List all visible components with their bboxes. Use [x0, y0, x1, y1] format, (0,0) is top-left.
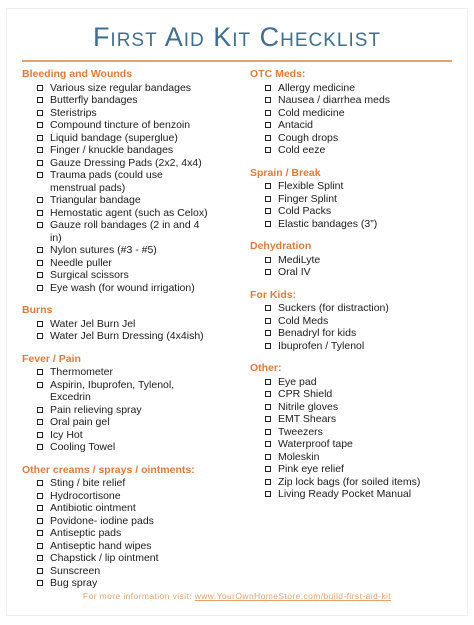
- checkbox-icon[interactable]: [265, 429, 271, 435]
- checklist-item-label: Nausea / diarrhea meds: [278, 94, 391, 106]
- checklist-item-label: Hydrocortisone: [50, 489, 121, 502]
- checkbox-icon[interactable]: [265, 85, 271, 91]
- checkbox-icon[interactable]: [37, 160, 43, 166]
- checkbox-icon[interactable]: [265, 269, 271, 275]
- checklist-item: [22, 257, 252, 270]
- checklist-item-label: Various size regular bandages: [50, 81, 192, 94]
- checkbox-icon[interactable]: [37, 135, 43, 141]
- checklist-item: [22, 379, 252, 392]
- checkbox-icon[interactable]: [37, 272, 43, 278]
- checklist-item-label: Water Jel Burn Jel: [50, 317, 136, 330]
- checklist-item: [250, 340, 465, 353]
- checkbox-icon[interactable]: [265, 257, 271, 263]
- checklist-item-label: Antibiotic ointment: [50, 502, 136, 514]
- checklist-item-label: Benadryl for kids: [278, 327, 357, 339]
- page-title: First Aid Kit Checklist: [92, 22, 382, 52]
- checklist-item-label: Water Jel Burn Dressing (4x4ish): [50, 330, 204, 342]
- section-other: [250, 362, 465, 501]
- checklist-item-label: Allergy medicine: [278, 81, 356, 94]
- checklist-item: [22, 107, 252, 120]
- section-title: Burns: [22, 304, 53, 316]
- left-column: [22, 68, 252, 600]
- section-dehydration: [250, 240, 465, 279]
- checkbox-icon[interactable]: [265, 330, 271, 336]
- section-title: Dehydration: [250, 240, 312, 252]
- checklist-item: [250, 94, 465, 107]
- checklist-item-label: Tweezers: [278, 425, 323, 438]
- checklist-item: [250, 205, 465, 218]
- checklist-item-label: Hemostatic agent (such as Celox): [50, 206, 208, 219]
- checklist-item-label: menstrual pads): [50, 181, 126, 194]
- checklist-item: [250, 218, 465, 231]
- checkbox-icon[interactable]: [37, 407, 43, 413]
- checklist-item: [22, 391, 252, 404]
- checkbox-icon[interactable]: [37, 543, 43, 549]
- checklist-item: [22, 330, 252, 343]
- section-bleeding-and-wounds: [22, 68, 252, 294]
- checklist-item-label: Elastic bandages (3”): [278, 217, 378, 230]
- checkbox-icon[interactable]: [37, 505, 43, 511]
- checklist-item: [22, 527, 252, 540]
- section-burns: [22, 304, 252, 343]
- checkbox-icon[interactable]: [37, 518, 43, 524]
- checklist-item: [22, 552, 252, 565]
- footer: [0, 591, 474, 601]
- checklist-item: [250, 144, 465, 157]
- checklist-item: [22, 194, 252, 207]
- checklist-item: [22, 157, 252, 170]
- checkbox-icon[interactable]: [37, 444, 43, 450]
- checkbox-icon[interactable]: [265, 196, 271, 202]
- checklist-item: [22, 132, 252, 145]
- checklist-item: [250, 119, 465, 132]
- section-title: Bleeding and Wounds: [22, 68, 133, 80]
- checklist-item: [22, 490, 252, 503]
- checklist-item: [22, 182, 252, 195]
- checklist-item: [22, 119, 252, 132]
- checklist-item-label: Nitrile gloves: [278, 400, 339, 413]
- checklist-item-label: Oral IV: [278, 266, 311, 278]
- checkbox-icon[interactable]: [265, 343, 271, 349]
- checklist-item: [250, 132, 465, 145]
- checkbox-icon[interactable]: [265, 404, 271, 410]
- footer-prefix: For more information visit:: [82, 591, 195, 601]
- section-for-kids: [250, 289, 465, 353]
- checklist-item: [22, 502, 252, 515]
- checkbox-icon[interactable]: [37, 110, 43, 116]
- checklist-item-label: Surgical scissors: [50, 269, 129, 281]
- checkbox-icon[interactable]: [37, 197, 43, 203]
- checklist-item: [250, 401, 465, 414]
- checklist-item: [250, 180, 465, 193]
- checklist-item-label: Compound tincture of benzoin: [50, 119, 191, 131]
- checklist-item-label: Antiseptic hand wipes: [50, 539, 152, 552]
- checkbox-icon[interactable]: [37, 210, 43, 216]
- checkbox-icon[interactable]: [265, 466, 271, 472]
- checkbox-icon[interactable]: [265, 441, 271, 447]
- checklist-item: [22, 269, 252, 282]
- checklist-item-label: Eye pad: [278, 375, 317, 388]
- checklist-item-label: Cough drops: [278, 131, 339, 144]
- checklist-item: [22, 318, 252, 331]
- checkbox-icon[interactable]: [37, 480, 43, 486]
- checklist-item-label: Nylon sutures (#3 - #5): [50, 244, 157, 256]
- checklist-item: [250, 315, 465, 328]
- checklist-item-label: Oral pain gel: [50, 416, 110, 428]
- checklist-item: [250, 438, 465, 451]
- checklist-item-label: Needle puller: [50, 256, 112, 269]
- checklist-item-label: Ibuprofen / Tylenol: [278, 339, 365, 352]
- checklist-item: [22, 169, 252, 182]
- checklist-item: [22, 577, 252, 590]
- checklist-item-label: Eye wash (for wound irrigation): [50, 281, 195, 294]
- checklist-item: [22, 404, 252, 417]
- checkbox-icon[interactable]: [37, 285, 43, 291]
- checklist-item-label: Trauma pads (could use: [50, 169, 163, 181]
- checkbox-icon[interactable]: [265, 208, 271, 214]
- checkbox-icon[interactable]: [37, 97, 43, 103]
- checklist-item-label: Sunscreen: [50, 564, 101, 577]
- checklist-item: [250, 254, 465, 267]
- checkbox-icon[interactable]: [265, 183, 271, 189]
- title-underline: [22, 60, 452, 62]
- section-title: For Kids:: [250, 288, 297, 301]
- checklist-item-label: Butterfly bandages: [50, 94, 138, 106]
- checklist-item-label: Thermometer: [50, 366, 114, 378]
- checklist-item-label: Sting / bite relief: [50, 477, 126, 489]
- checkbox-icon[interactable]: [265, 110, 271, 116]
- checklist-item: [22, 515, 252, 528]
- checklist-item: [22, 477, 252, 490]
- checkbox-icon[interactable]: [37, 369, 43, 375]
- checklist-item: [22, 232, 252, 245]
- checklist-item-label: in): [50, 231, 62, 244]
- checklist-item-label: EMT Shears: [278, 413, 337, 425]
- checkbox-icon[interactable]: [265, 491, 271, 497]
- checklist-item: [22, 219, 252, 232]
- checkbox-icon[interactable]: [265, 379, 271, 385]
- section-title: Fever / Pain: [22, 352, 81, 365]
- checklist-item: [22, 540, 252, 553]
- checklist-item: [22, 282, 252, 295]
- checkbox-icon[interactable]: [37, 555, 43, 561]
- checklist-item: [22, 82, 252, 95]
- checkbox-icon[interactable]: [37, 530, 43, 536]
- checkbox-icon[interactable]: [37, 568, 43, 574]
- checkbox-icon[interactable]: [37, 247, 43, 253]
- checkbox-icon[interactable]: [37, 580, 43, 586]
- checkbox-icon[interactable]: [37, 172, 43, 178]
- checklist-item-label: Icy Hot: [50, 428, 83, 441]
- checkbox-icon[interactable]: [37, 382, 43, 388]
- checklist-item-label: Cold medicine: [278, 106, 345, 119]
- checklist-item: [250, 476, 465, 489]
- section-title: Other:: [250, 362, 282, 374]
- checklist-item: [22, 144, 252, 157]
- section-fever-pain: [22, 353, 252, 454]
- checklist-item-label: Antiseptic pads: [50, 527, 122, 539]
- checklist-item-label: Waterproof tape: [278, 438, 353, 450]
- checklist-item-label: Excedrin: [50, 391, 91, 403]
- checklist-item-label: Antacid: [278, 119, 314, 131]
- section-sprain-break: [250, 167, 465, 231]
- checklist-item-label: Cooling Towel: [50, 441, 116, 453]
- checklist-item-label: CPR Shield: [278, 388, 333, 400]
- checklist-item-label: Bug spray: [50, 577, 98, 589]
- checklist-item: [250, 388, 465, 401]
- checklist-item: [22, 416, 252, 429]
- checkbox-icon[interactable]: [37, 493, 43, 499]
- checkbox-icon[interactable]: [265, 97, 271, 103]
- checklist-item-label: Steristrips: [50, 106, 97, 119]
- checkbox-icon[interactable]: [37, 419, 43, 425]
- checklist-item: [250, 463, 465, 476]
- checklist-item-label: Finger Splint: [278, 192, 337, 205]
- checklist-item-label: Gauze roll bandages (2 in and 4: [50, 219, 200, 231]
- checklist-item: [250, 266, 465, 279]
- checkbox-icon[interactable]: [37, 85, 43, 91]
- checkbox-icon[interactable]: [37, 260, 43, 266]
- checklist-item-label: Zip lock bags (for soiled items): [278, 475, 421, 488]
- checklist-item: [250, 488, 465, 501]
- section-otc-meds: [250, 68, 465, 157]
- checkbox-icon[interactable]: [37, 321, 43, 327]
- checklist-item-label: Triangular bandage: [50, 194, 141, 206]
- checkbox-icon[interactable]: [265, 135, 271, 141]
- section-title: Other creams / sprays / ointments:: [22, 463, 195, 476]
- checklist-item: [22, 429, 252, 442]
- checklist-item: [22, 244, 252, 257]
- checklist-item: [22, 207, 252, 220]
- checklist-item: [22, 441, 252, 454]
- section-other-creams-sprays-ointments: [22, 464, 252, 590]
- checklist-item: [250, 413, 465, 426]
- checklist-item-label: Cold Meds: [278, 314, 329, 327]
- checklist-item-label: Liquid bandage (superglue): [50, 131, 178, 144]
- checklist-item-label: Pain relieving spray: [50, 403, 142, 416]
- checkbox-icon[interactable]: [37, 432, 43, 438]
- checklist-item-label: Cold Packs: [278, 205, 332, 217]
- checkbox-icon[interactable]: [265, 479, 271, 485]
- checklist-item-label: MediLyte: [278, 253, 321, 266]
- checkbox-icon[interactable]: [265, 305, 271, 311]
- checklist-item-label: Living Ready Pocket Manual: [278, 488, 412, 500]
- checklist-item: [22, 565, 252, 578]
- checklist-item-label: Aspirin, Ibuprofen, Tylenol,: [50, 378, 175, 391]
- checkbox-icon[interactable]: [265, 147, 271, 153]
- section-title: OTC Meds:: [250, 68, 306, 80]
- checklist-item: [250, 107, 465, 120]
- checkbox-icon[interactable]: [265, 221, 271, 227]
- section-title: Sprain / Break: [250, 166, 321, 179]
- checklist-item: [250, 193, 465, 206]
- checklist-item-label: Povidone- iodine pads: [50, 514, 154, 527]
- checkbox-icon[interactable]: [37, 122, 43, 128]
- checklist-item-label: Cold eeze: [278, 144, 326, 156]
- footer-link[interactable]: www.YourOwnHomeStore.com/build-first-aid-kit: [194, 591, 392, 601]
- checklist-item-label: Pink eye relief: [278, 463, 344, 475]
- checklist-item: [250, 426, 465, 439]
- checkbox-icon[interactable]: [265, 454, 271, 460]
- checklist-item: [250, 376, 465, 389]
- checkbox-icon[interactable]: [265, 416, 271, 422]
- checklist-item: [250, 302, 465, 315]
- checkbox-icon[interactable]: [265, 318, 271, 324]
- checkbox-icon[interactable]: [37, 147, 43, 153]
- checklist-item-label: Gauze Dressing Pads (2x2, 4x4): [50, 156, 202, 169]
- checkbox-icon[interactable]: [265, 391, 271, 397]
- checklist-item-label: Finger / knuckle bandages: [50, 144, 174, 156]
- checkbox-icon[interactable]: [265, 122, 271, 128]
- checklist-item: [22, 94, 252, 107]
- checklist-item: [22, 366, 252, 379]
- checklist-item-label: Moleskin: [278, 450, 320, 463]
- checkbox-icon[interactable]: [37, 222, 43, 228]
- checklist-item-label: Flexible Splint: [278, 180, 344, 192]
- checklist-item-label: Chapstick / lip ointment: [50, 552, 159, 564]
- right-column: [250, 68, 465, 511]
- checklist-item: [250, 327, 465, 340]
- checklist-item: [250, 451, 465, 464]
- checklist-item: [250, 82, 465, 95]
- checkbox-icon[interactable]: [37, 333, 43, 339]
- checklist-item-label: Suckers (for distraction): [278, 302, 389, 314]
